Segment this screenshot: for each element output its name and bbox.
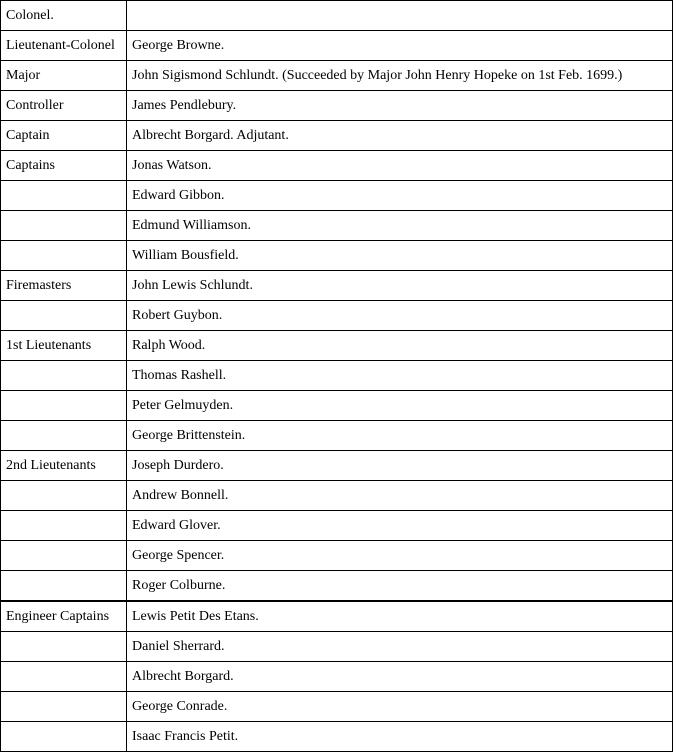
officer-name-cell: George Brittenstein. [127,421,673,451]
officer-name-cell: James Pendlebury. [127,91,673,121]
officer-name-cell: Ralph Wood. [127,331,673,361]
table-row [1,421,673,451]
officer-name-cell: William Bousfield. [127,241,673,271]
rank-cell [1,662,127,692]
rank-cell [1,301,127,331]
officer-name-cell: Roger Colburne. [127,571,673,602]
rank-cell [1,722,127,752]
rank-cell [1,571,127,602]
rank-cell [1,391,127,421]
officer-name-cell: Joseph Durdero. [127,451,673,481]
officer-name-cell: Robert Guybon. [127,301,673,331]
rank-cell [1,421,127,451]
table-row [1,331,673,361]
table-row [1,511,673,541]
officer-name-cell [127,1,673,31]
table-row [1,481,673,511]
officer-name-cell: Andrew Bonnell. [127,481,673,511]
table-row [1,632,673,662]
table-row [1,91,673,121]
rank-cell: Engineer Captains [1,601,127,632]
rank-cell: Major [1,61,127,91]
table-row [1,31,673,61]
rank-cell [1,632,127,662]
table-row [1,692,673,722]
officer-name-cell: Albrecht Borgard. [127,662,673,692]
table-row [1,391,673,421]
rank-cell: 1st Lieutenants [1,331,127,361]
rank-cell: Captains [1,151,127,181]
table-row [1,301,673,331]
officer-name-cell: Thomas Rashell. [127,361,673,391]
table-row [1,181,673,211]
table-row [1,121,673,151]
officer-name-cell: Daniel Sherrard. [127,632,673,662]
officer-name-cell: John Sigismond Schlundt. (Succeeded by Major John Henry Hopeke on 1st Feb. 1699.) [127,61,673,91]
table-row [1,541,673,571]
rank-cell [1,481,127,511]
rank-cell: Lieutenant-Colonel [1,31,127,61]
rank-cell: Firemasters [1,271,127,301]
officer-name-cell: Lewis Petit Des Etans. [127,601,673,632]
table-row [1,722,673,752]
officer-name-cell: Isaac Francis Petit. [127,722,673,752]
rank-cell [1,541,127,571]
table-row [1,241,673,271]
table-row [1,271,673,301]
rank-cell: Colonel. [1,1,127,31]
officer-name-cell: Albrecht Borgard. Adjutant. [127,121,673,151]
officer-name-cell: Edmund Williamson. [127,211,673,241]
officer-name-cell: Peter Gelmuyden. [127,391,673,421]
rank-cell [1,241,127,271]
table-row [1,601,673,632]
table-row [1,61,673,91]
rank-cell [1,211,127,241]
officer-name-cell: Edward Gibbon. [127,181,673,211]
rank-cell: Captain [1,121,127,151]
rank-cell [1,361,127,391]
officer-name-cell: Edward Glover. [127,511,673,541]
officer-name-cell: Jonas Watson. [127,151,673,181]
officer-name-cell: George Conrade. [127,692,673,722]
roster-table-body [1,1,673,752]
officer-name-cell: John Lewis Schlundt. [127,271,673,301]
table-row [1,662,673,692]
rank-cell: Controller [1,91,127,121]
officer-name-cell: George Spencer. [127,541,673,571]
rank-cell [1,181,127,211]
table-row [1,451,673,481]
officer-name-cell: George Browne. [127,31,673,61]
rank-cell [1,511,127,541]
rank-cell [1,692,127,722]
table-row [1,151,673,181]
table-row [1,1,673,31]
table-row [1,571,673,602]
table-row [1,211,673,241]
table-row [1,361,673,391]
rank-cell: 2nd Lieutenants [1,451,127,481]
